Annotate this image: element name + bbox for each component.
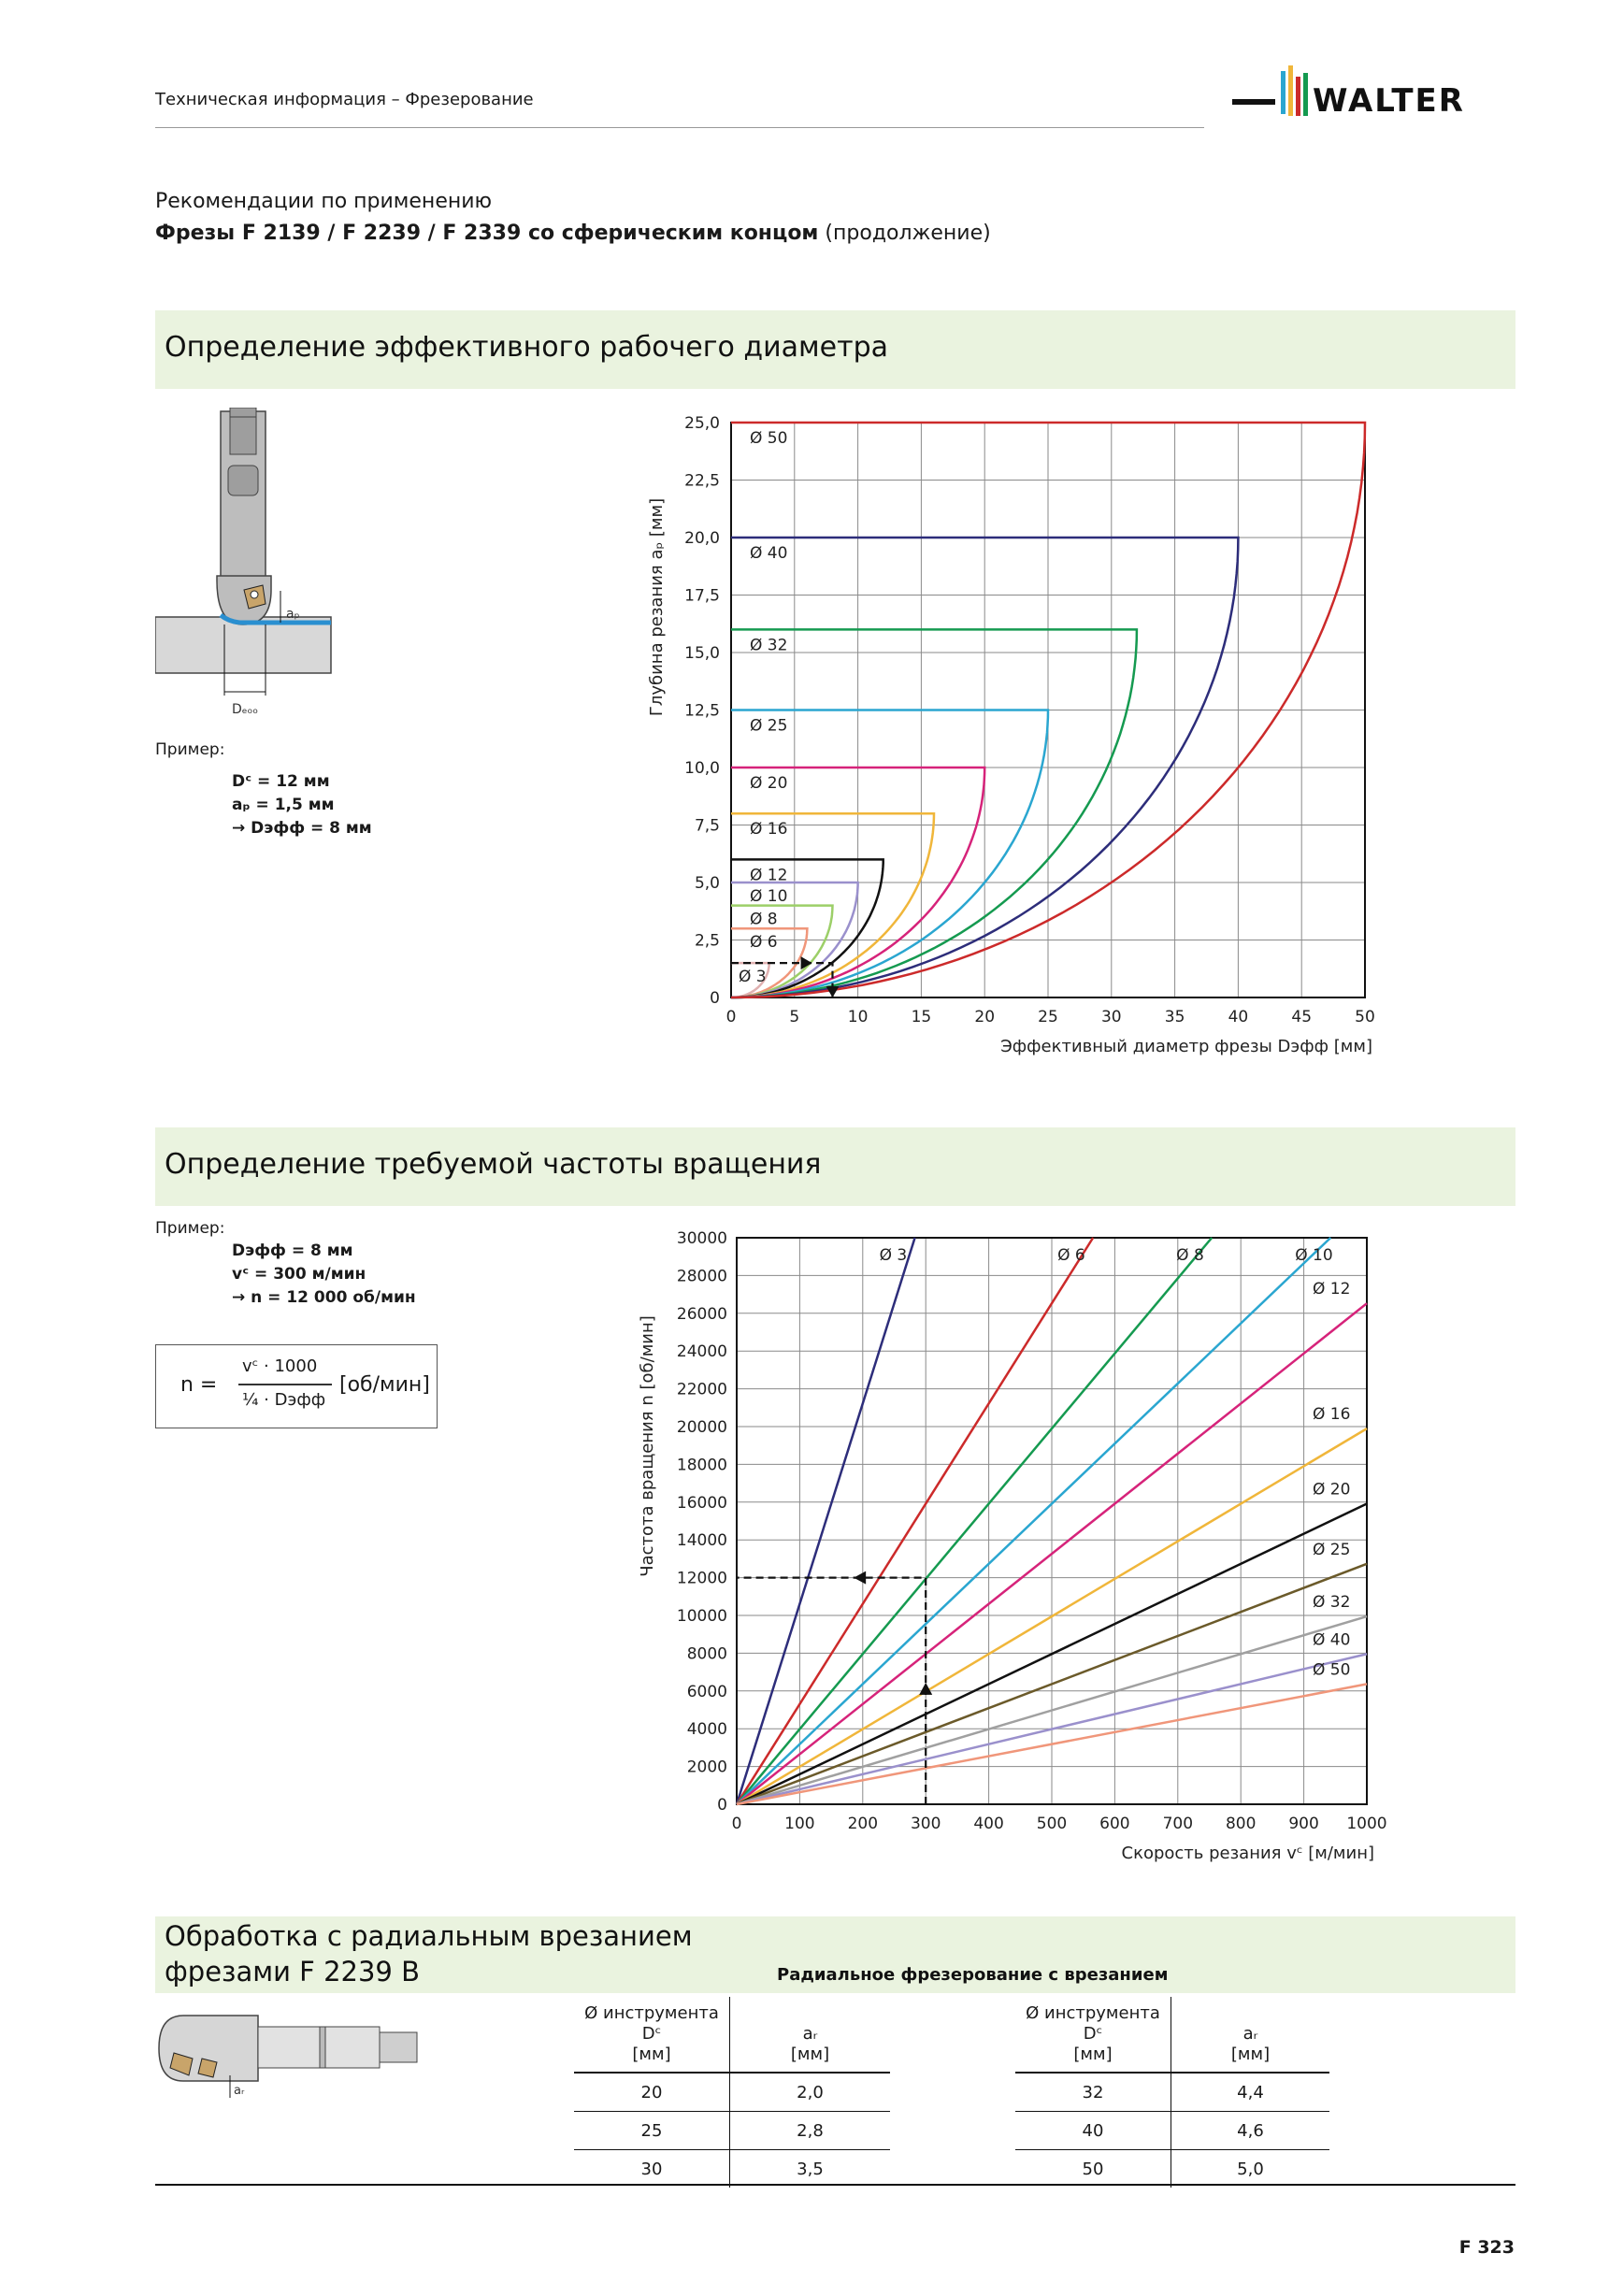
y-tick-label: 12000 <box>676 1569 727 1588</box>
x-tick-label: 35 <box>1164 1008 1185 1026</box>
x-tick-label: 10 <box>847 1008 869 1026</box>
example-dc: Dᶜ = 12 мм <box>232 772 330 791</box>
section1-band <box>155 310 1515 389</box>
page-title-bold: Фрезы F 2139 / F 2239 / F 2339 со сферическим концом <box>155 222 819 245</box>
y-tick-label: 14000 <box>676 1531 727 1551</box>
series-label: Ø 12 <box>750 866 788 885</box>
table-row: 50 5,0 <box>1015 2150 1329 2188</box>
series-label: Ø 16 <box>1313 1405 1351 1425</box>
walter-logo <box>1232 56 1513 131</box>
formula-lhs: n = <box>180 1373 218 1397</box>
section1-example <box>232 770 372 840</box>
x-tick-label: 25 <box>1038 1008 1058 1026</box>
col-header-ar-right-l1: aᵣ <box>1242 2024 1258 2044</box>
col-header-ar-l2: [мм] <box>790 2045 830 2064</box>
y-tick-label: 12,5 <box>684 701 720 721</box>
section3-band <box>155 1916 1515 1993</box>
formula-unit: [об/мин] <box>339 1373 430 1397</box>
series-label: Ø 20 <box>1313 1480 1351 1500</box>
series-label: Ø 8 <box>1176 1246 1204 1265</box>
y-tick-label: 7,5 <box>694 816 720 836</box>
x-tick-label: 30 <box>1100 1008 1122 1026</box>
section2-heading: Определение требуемой частоты вращения <box>165 1148 822 1181</box>
x-tick-label: 5 <box>789 1008 800 1026</box>
series-label: Ø 16 <box>750 820 788 839</box>
col-header-ar-right <box>1171 1997 1330 2073</box>
series-label: Ø 10 <box>1295 1246 1333 1265</box>
bottom-rule <box>155 2184 1515 2186</box>
x-tick-label: 100 <box>784 1815 815 1833</box>
y-tick-label: 10000 <box>676 1607 727 1626</box>
y-tick-label: 25,0 <box>684 414 720 433</box>
series-label: Ø 10 <box>750 887 788 906</box>
example-deff: → Dэфф = 8 мм <box>232 819 372 838</box>
section3-heading-line1: Обработка с радиальным врезанием <box>165 1920 693 1952</box>
table-row: 30 3,5 <box>574 2150 890 2188</box>
y-tick-label: 24000 <box>676 1342 727 1362</box>
page-number: F 323 <box>1458 2237 1515 2258</box>
x-tick-label: 800 <box>1225 1815 1257 1833</box>
x-tick-label: 20 <box>974 1008 996 1026</box>
series-label: Ø 25 <box>1313 1540 1351 1559</box>
spindle-speed-chart <box>626 1225 1393 1870</box>
series-line <box>731 710 1048 998</box>
x-tick-label: 1000 <box>1346 1815 1387 1833</box>
example-arrow <box>826 986 839 997</box>
y-tick-label: 20,0 <box>684 529 720 548</box>
header-divider <box>155 127 1204 128</box>
plunge-tool-drawing <box>155 2006 436 2109</box>
table-row: 20 2,0 <box>574 2073 890 2112</box>
col-header-diameter-right-l2: Dᶜ <box>1083 2024 1103 2044</box>
x-tick-label: 50 <box>1355 1008 1375 1026</box>
series-label: Ø 50 <box>1313 1660 1351 1680</box>
series-label: Ø 40 <box>750 544 788 563</box>
series-label: Ø 40 <box>1313 1630 1351 1650</box>
y-tick-label: 0 <box>717 1796 727 1815</box>
series-label: Ø 6 <box>1057 1246 1085 1265</box>
formula-fraction-bar <box>238 1384 332 1385</box>
x-tick-label: 400 <box>973 1815 1004 1833</box>
y-tick-label: 18000 <box>676 1456 727 1475</box>
section3-heading-line2: фрезами F 2239 B <box>165 1956 420 1987</box>
col-header-ar-right-l2: [мм] <box>1230 2045 1271 2064</box>
brand-text: WALTER <box>1313 82 1465 120</box>
example-ap: aₚ = 1,5 мм <box>232 796 335 814</box>
x-tick-label: 700 <box>1162 1815 1194 1833</box>
deff-label: Dₑₒₒ <box>232 702 259 717</box>
y-axis-label: Глубина резания aₚ [мм] <box>647 497 667 717</box>
y-tick-label: 5,0 <box>694 874 720 893</box>
page-title-line1: Рекомендации по применению <box>155 190 493 213</box>
section1-heading: Определение эффективного рабочего диаметра <box>165 331 889 364</box>
x-tick-label: 300 <box>910 1815 941 1833</box>
section1-example-label: Пример: <box>155 740 225 759</box>
series-label: Ø 3 <box>879 1246 908 1265</box>
x-tick-label: 600 <box>1099 1815 1130 1833</box>
example2-n: → n = 12 000 об/мин <box>232 1288 416 1307</box>
y-tick-label: 2000 <box>686 1758 727 1777</box>
series-label: Ø 6 <box>750 933 778 953</box>
series-label: Ø 25 <box>750 716 788 736</box>
example-arrow <box>854 1571 866 1585</box>
col-header-diameter-l2: Dᶜ <box>641 2024 662 2044</box>
y-tick-label: 15,0 <box>684 644 720 663</box>
y-tick-label: 10,0 <box>684 759 720 778</box>
series-label: Ø 8 <box>750 910 778 929</box>
formula-numerator: vᶜ · 1000 <box>242 1356 318 1376</box>
section2-example <box>232 1240 416 1310</box>
y-tick-label: 17,5 <box>684 586 720 606</box>
x-tick-label: 0 <box>725 1008 737 1026</box>
page-title-line2 <box>155 222 991 245</box>
series-label: Ø 50 <box>750 429 788 448</box>
col-header-diameter-right <box>1015 1997 1171 2073</box>
ap-label: aₚ <box>286 607 300 622</box>
x-axis-label: Скорость резания vᶜ [м/мин] <box>1121 1844 1374 1863</box>
x-tick-label: 15 <box>911 1008 932 1026</box>
y-tick-label: 0 <box>710 989 720 1008</box>
series-label: Ø 20 <box>750 774 788 793</box>
col-header-ar <box>730 1997 891 2073</box>
y-tick-label: 4000 <box>686 1720 727 1740</box>
col-header-diameter-right-l1: Ø инструмента <box>1026 2003 1160 2023</box>
y-tick-label: 8000 <box>686 1644 727 1664</box>
y-tick-label: 20000 <box>676 1418 727 1437</box>
effective-diameter-chart <box>636 411 1384 1066</box>
ball-nose-tool-drawing <box>155 408 342 725</box>
x-tick-label: 45 <box>1291 1008 1313 1026</box>
x-tick-label: 500 <box>1036 1815 1068 1833</box>
col-header-diameter-l3: [мм] <box>632 2045 671 2064</box>
ar-label: aᵣ <box>234 2084 245 2098</box>
y-tick-label: 2,5 <box>694 931 720 951</box>
series-label: Ø 32 <box>1313 1593 1351 1613</box>
x-tick-label: 200 <box>847 1815 879 1833</box>
col-header-ar-l1: aᵣ <box>802 2024 818 2044</box>
table-row: 32 4,4 <box>1015 2073 1329 2112</box>
col-header-diameter <box>574 1997 730 2073</box>
series-line <box>737 1238 1212 1804</box>
table-row: 25 2,8 <box>574 2112 890 2150</box>
y-axis-label: Частота вращения n [об/мин] <box>638 1315 657 1577</box>
y-tick-label: 6000 <box>686 1682 727 1701</box>
series-label: Ø 12 <box>1313 1280 1351 1299</box>
plunge-table-right <box>1015 1997 1329 2188</box>
x-axis-label: Эффективный диаметр фрезы Dэфф [мм] <box>1000 1037 1372 1056</box>
rpm-formula-box <box>155 1344 438 1428</box>
formula-denominator: ¼ · Dэфф <box>242 1390 326 1410</box>
series-label: Ø 3 <box>739 968 767 987</box>
y-tick-label: 22000 <box>676 1380 727 1399</box>
example2-deff: Dэфф = 8 мм <box>232 1241 353 1260</box>
col-header-diameter-right-l3: [мм] <box>1073 2045 1113 2064</box>
y-tick-label: 22,5 <box>684 471 720 491</box>
col-header-diameter-l1: Ø инструмента <box>584 2003 719 2023</box>
x-tick-label: 900 <box>1288 1815 1319 1833</box>
section2-band <box>155 1127 1515 1206</box>
series-label: Ø 32 <box>750 636 788 655</box>
x-tick-label: 0 <box>731 1815 742 1833</box>
table-row: 40 4,6 <box>1015 2112 1329 2150</box>
page-title-suffix: (продолжение) <box>825 222 991 245</box>
y-tick-label: 30000 <box>676 1229 727 1248</box>
example2-vc: vᶜ = 300 м/мин <box>232 1265 366 1284</box>
y-tick-label: 16000 <box>676 1493 727 1513</box>
y-tick-label: 28000 <box>676 1267 727 1286</box>
plunge-table-left <box>574 1997 890 2188</box>
section2-example-label: Пример: <box>155 1219 225 1238</box>
section3-subheading: Радиальное фрезерование с врезанием <box>777 1965 1169 1985</box>
header-section-title: Техническая информация – Фрезерование <box>155 90 534 109</box>
x-tick-label: 40 <box>1228 1008 1249 1026</box>
y-tick-label: 26000 <box>676 1304 727 1324</box>
